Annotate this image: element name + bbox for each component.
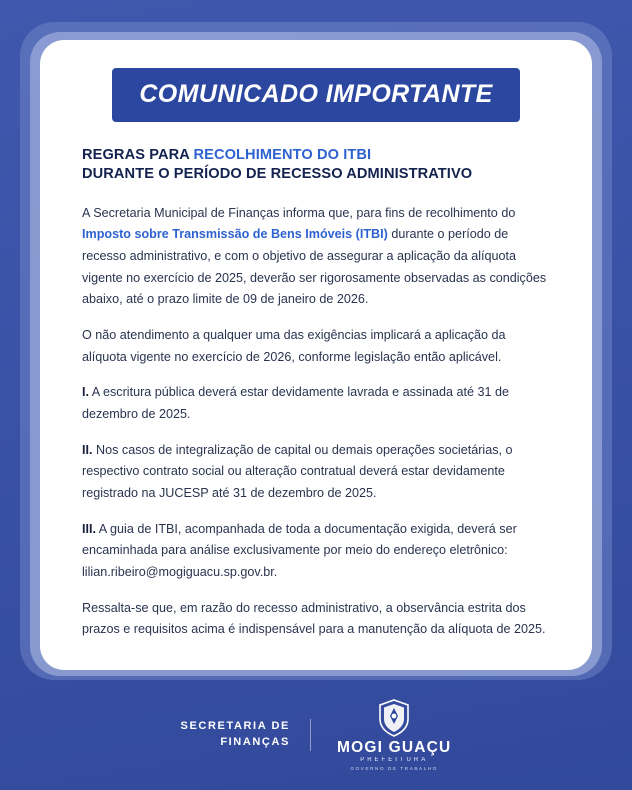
coat-of-arms-icon [377,699,411,737]
subtitle [82,146,550,185]
paragraph-intro-part2: durante o período de recesso administrativo, e com o objetivo de assegurar a aplicação da alíquota vigente no exercício de 2025, deverão ser rigorosamente observadas as condições abaixo, até o prazo limite de 09 de janeiro de 2026. [82,227,547,307]
paragraph-closing: Ressalta-se que, em razão do recesso administrativo, a observância estrita dos prazos e requisitos acima é indispensável para a manutenção da alíquota de 2025. [82,600,546,637]
footer-brand [337,699,451,772]
subtitle-line1-highlight: RECOLHIMENTO DO ITBI [193,147,372,163]
paragraph-item-2 [82,440,550,505]
brand-name: MOGI GUAÇU [336,738,452,756]
paragraph-item-1 [82,382,550,425]
announcement-card [40,40,592,670]
item-3-marker: III. [82,521,96,536]
paragraph-intro-part1: A Secretaria Municipal de Finanças informa que, para fins de recolhimento do [82,205,516,220]
footer-secretaria-line2: FINANÇAS [220,736,290,748]
subtitle-line1-prefix: REGRAS PARA [82,147,194,163]
paragraph-noncompliance: O não atendimento a qualquer uma das exigências implicará a aplicação da alíquota vigente no exercício de 2026, conforme legislação então aplicável. [82,328,506,364]
item-3-text: A guia de ITBI, acompanhada de toda a documentação exigida, deverá ser encaminhada para análise exclusivamente por meio do endereço eletrônico: lilian.ribeiro@mogiguacu.sp.gov.br. [82,521,517,579]
paragraph-item-3 [82,519,550,584]
footer [0,680,632,790]
item-2-text: Nos casos de integralização de capital ou demais operações societárias, o respectivo contrato social ou alteração contratual deverá estar devidamente registrado na JUCESP até 31 de dezembro de 2025. [82,442,513,501]
item-2-marker: II. [82,442,93,457]
item-1-marker: I. [82,385,89,400]
subtitle-line2: DURANTE O PERÍODO DE RECESSO ADMINISTRATIVO [82,166,473,183]
banner-title: COMUNICADO IMPORTANTE [112,68,520,122]
brand-tagline: GOVERNO DE TRABALHO [350,766,438,772]
brand-subtitle: PREFEITURA [360,757,429,764]
paragraph-intro-itbi: Imposto sobre Transmissão de Bens Imóveis (ITBI) [82,227,388,242]
footer-secretaria [181,719,311,751]
footer-secretaria-line1: SECRETARIA DE [180,720,290,733]
paragraph-intro [82,203,550,311]
item-1-text: A escritura pública deverá estar devidamente lavrada e assinada até 31 de dezembro de 2025. [82,385,510,422]
